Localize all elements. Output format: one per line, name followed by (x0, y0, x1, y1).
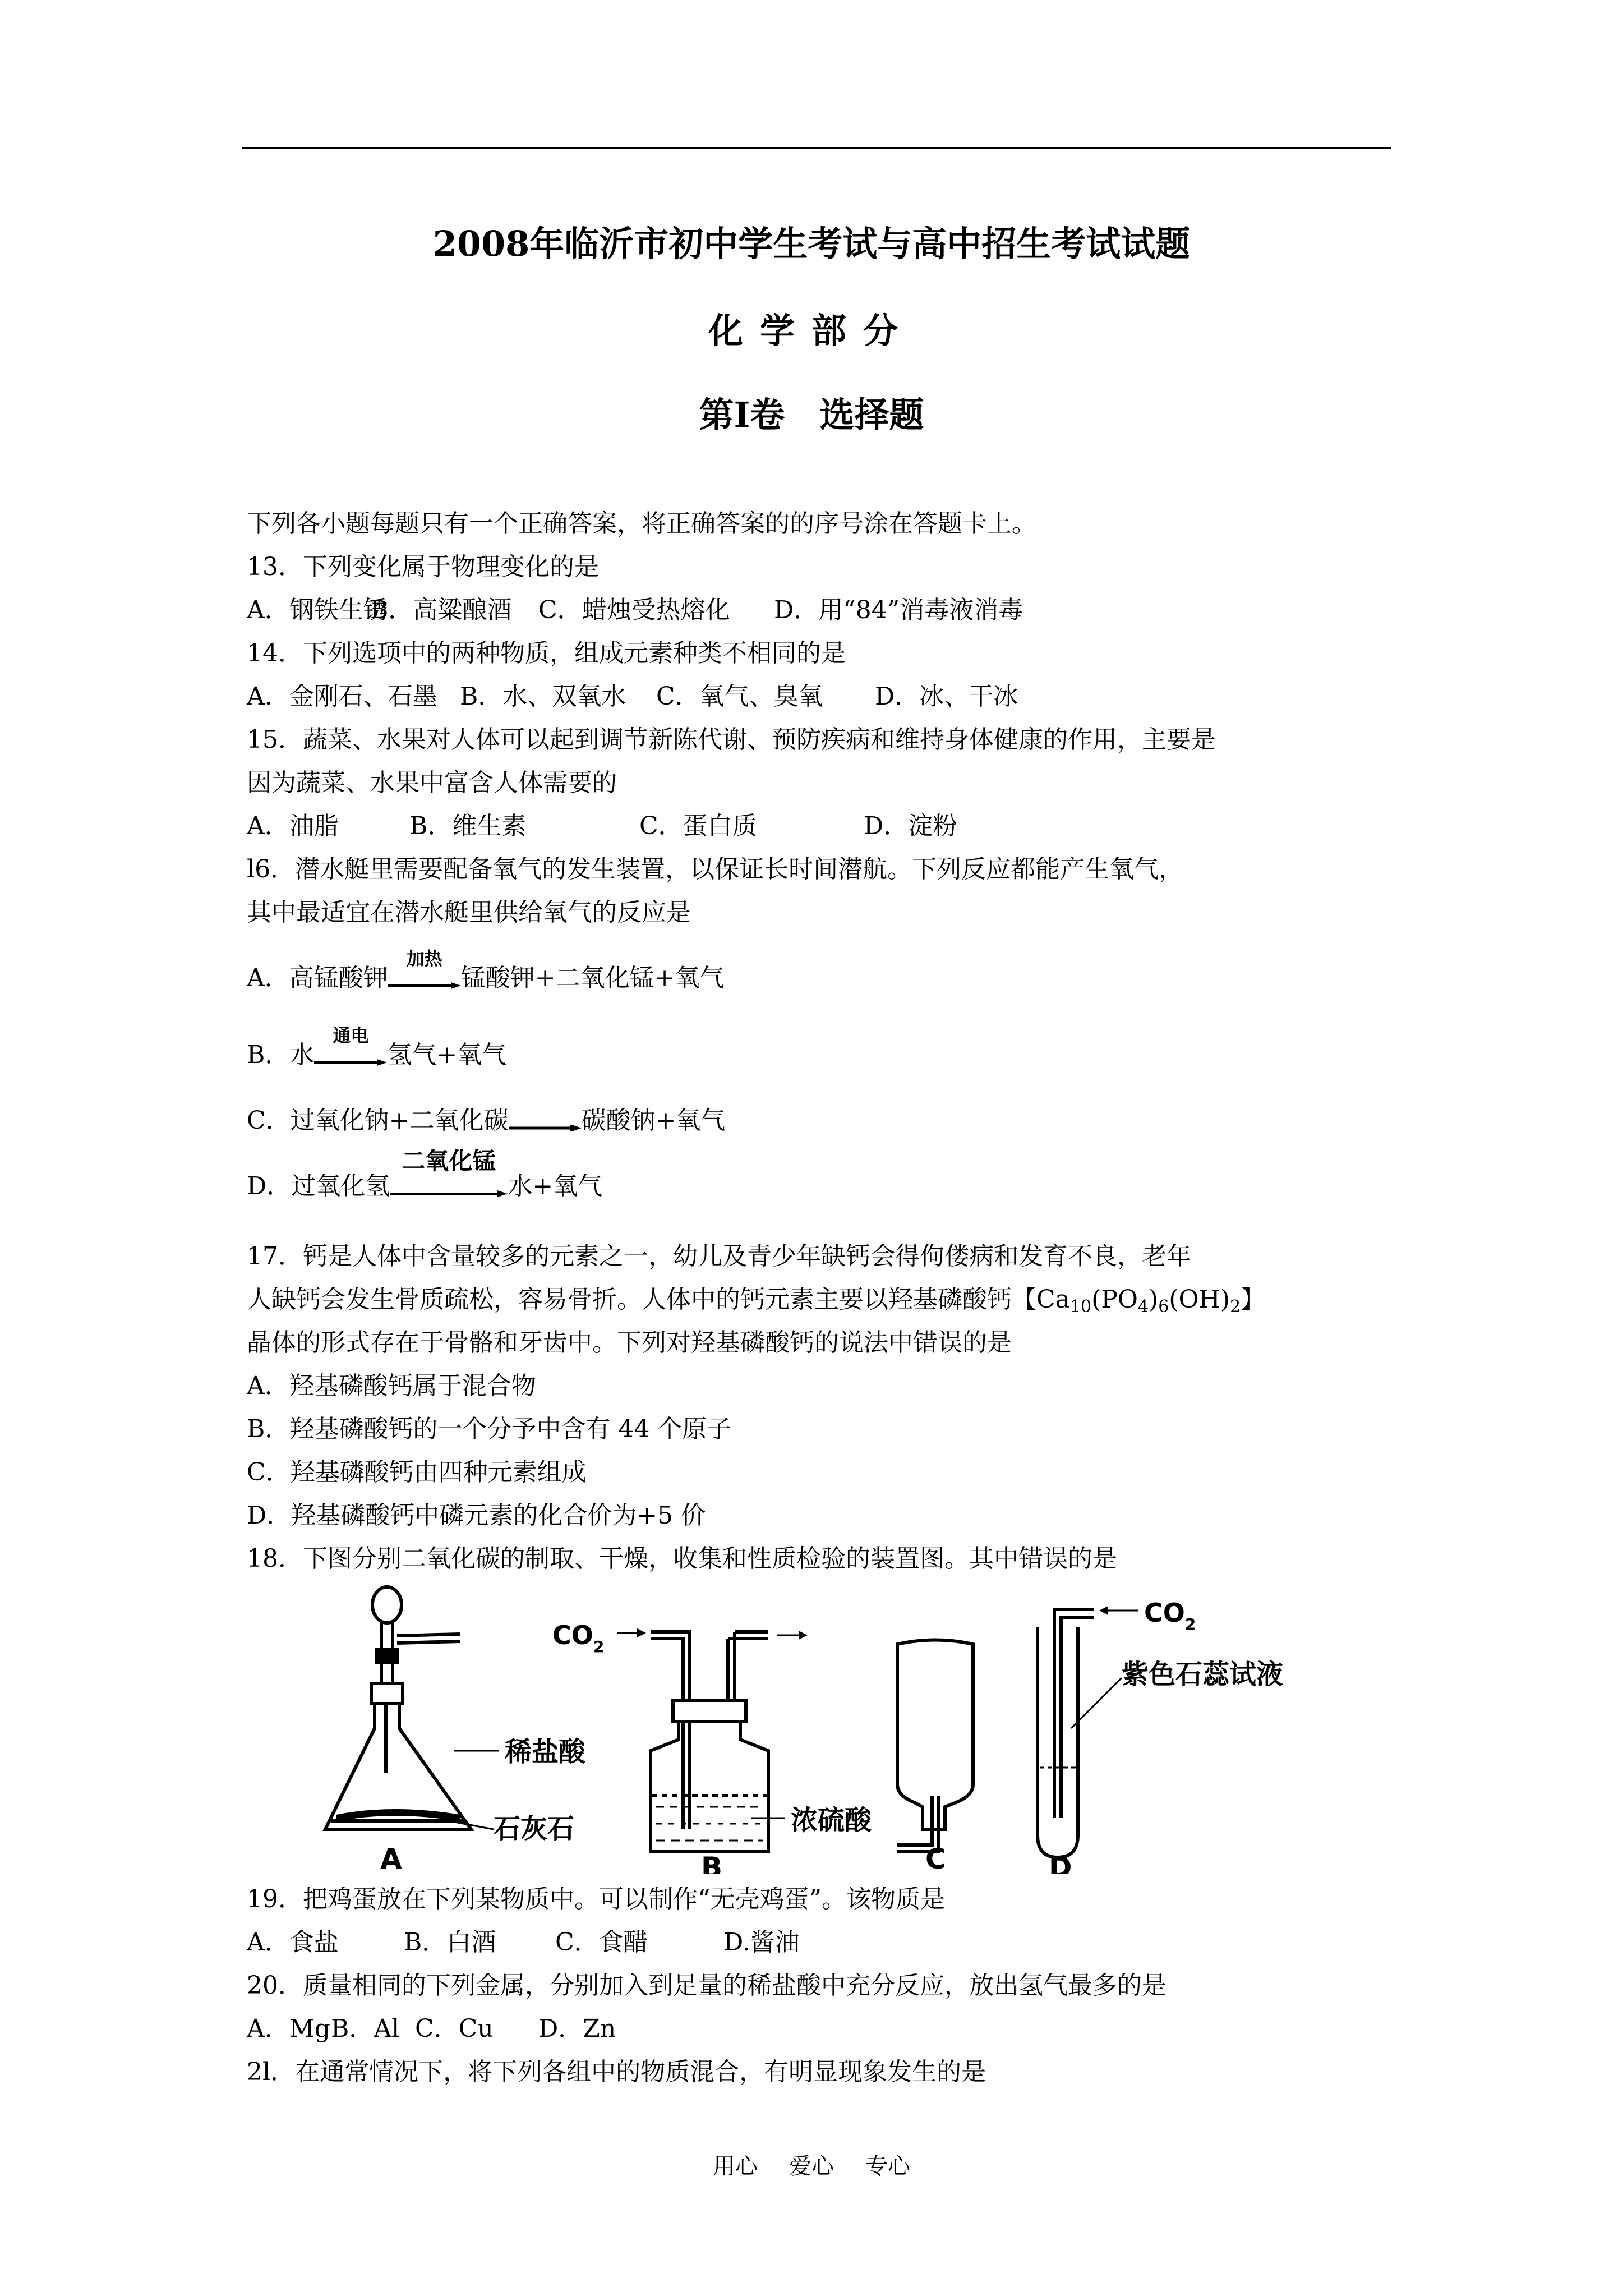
q16-c-reactants: C．过氧化钠+二氧化碳 (247, 1106, 509, 1135)
reaction-arrow-icon (314, 1059, 387, 1066)
q13-option-d: D．用“84”消毒液消毒 (774, 596, 1023, 624)
formula-subscript: 6 (1158, 1297, 1169, 1317)
q16-b-reactants: B．水 (247, 1041, 315, 1069)
q17-option-a: A．羟基磷酸钙属于混合物 (247, 1372, 536, 1400)
q15-option-c: C．蛋白质 (639, 812, 757, 840)
apparatus-d-test-tube-icon (1038, 1606, 1138, 1857)
q16-b-condition: 通电 (333, 1024, 369, 1046)
q19-option-d: D.酱油 (723, 1928, 800, 1957)
q14-option-c: C．氧气、臭氧 (656, 682, 823, 711)
formula-part: ) (1149, 1285, 1159, 1314)
q19-stem: 19．把鸡蛋放在下列某物质中。可以制作“无壳鸡蛋”。该物质是 (247, 1885, 945, 1913)
apparatus-b-wash-bottle-icon (617, 1628, 808, 1852)
q14-option-d: D．冰、干冰 (875, 682, 1018, 711)
formula-subscript: 2 (1230, 1297, 1241, 1317)
q14-option-a: A．金刚石、石墨 (247, 682, 437, 711)
q16-d-condition: 二氧化锰 (402, 1147, 496, 1175)
q17-stem-2-text: 人缺钙会发生骨质疏松，容易骨折。人体中的钙元素主要以羟基磷酸钙【Ca (247, 1285, 1070, 1314)
q14-options (247, 675, 1402, 718)
q16-option-c (247, 1088, 1402, 1153)
exam-subtitle: 化学部分 (708, 310, 915, 351)
formula-part: (OH) (1169, 1285, 1230, 1314)
q19-option-c: C．食醋 (555, 1928, 648, 1957)
q16-option-a (247, 945, 1402, 1011)
header-rule (242, 147, 1391, 149)
q16-a-reactants: A．高锰酸钾 (247, 964, 388, 992)
formula-subscript: 10 (1069, 1297, 1092, 1317)
q16-a-condition: 加热 (406, 947, 442, 969)
label-litmus: 紫色石蕊试液 (1122, 1659, 1284, 1690)
q16-b-arrow (314, 1024, 387, 1074)
q15-stem-2: 因为蔬菜、水果中富含人体需要的 (247, 769, 617, 797)
reaction-arrow-icon (390, 1190, 508, 1197)
label-co2-d: $CO_2$ (1144, 1598, 1196, 1634)
q17-stem-1: 17．钙是人体中含量较多的元素之一，幼儿及青少年缺钙会得佝偻病和发育不良，老年 (247, 1242, 1191, 1271)
q19-options (247, 1921, 1402, 1964)
label-c: C (925, 1843, 946, 1874)
footer-text: 用心 (713, 2154, 758, 2179)
q16-option-d (247, 1147, 1402, 1219)
q18-apparatus-figure (247, 1582, 1402, 1874)
q16-option-b (247, 1022, 1402, 1088)
q14-stem: 14．下列选项中的两种物质，组成元素种类不相同的是 (247, 639, 846, 668)
q20-option-a: A．Mg (247, 2014, 330, 2043)
q15-option-d: D．淀粉 (864, 812, 958, 840)
exam-title: 2008年临沂市初中学生考试与高中招生考试试题 (432, 223, 1191, 264)
q16-d-reactants: D．过氧化氢 (247, 1172, 390, 1200)
page-footer (0, 2148, 1623, 2180)
q15-option-a: A．油脂 (247, 812, 339, 840)
q16-c-arrow (509, 1106, 582, 1139)
q20-option-b: B．Al (331, 2014, 400, 2043)
q13-options (247, 588, 1402, 632)
label-b: B (701, 1851, 723, 1874)
footer-text: 专心 (865, 2154, 910, 2179)
footer-text: 爱心 (789, 2154, 834, 2179)
q15-options (247, 804, 1402, 848)
q16-a-products: 锰酸钾+二氧化锰+氧气 (460, 964, 725, 992)
reaction-arrow-icon (509, 1125, 582, 1131)
q17-option-d: D．羟基磷酸钙中磷元素的化合价为+5 价 (247, 1501, 706, 1530)
q16-c-products: 碳酸钠+氧气 (581, 1106, 726, 1135)
q16-b-products: 氢气+氧气 (387, 1041, 507, 1069)
label-conc-h2so4: 浓硫酸 (791, 1805, 872, 1836)
reaction-arrow-icon (388, 982, 461, 989)
q14-option-b: B．水、双氧水 (460, 682, 626, 711)
apparatus-diagram (247, 1582, 1402, 1874)
label-a: A (380, 1843, 402, 1874)
apparatus-c-gas-bottle-icon (897, 1640, 973, 1852)
q20-stem: 20．质量相同的下列金属，分别加入到足量的稀盐酸中充分反应，放出氢气最多的是 (247, 1971, 1166, 2000)
q19-option-a: A．食盐 (247, 1928, 339, 1957)
question-list (247, 502, 1402, 2093)
q17-option-c: C．羟基磷酸钙由四种元素组成 (247, 1458, 587, 1487)
q19-option-b: B．白酒 (404, 1928, 496, 1957)
apparatus-a-flask-icon (325, 1587, 499, 1829)
q17-stem-3: 晶体的形式存在于骨骼和牙齿中。下列对羟基磷酸钙的说法中错误的是 (247, 1328, 1012, 1357)
q17-stem-2 (247, 1278, 1402, 1321)
q15-option-b: B．维生素 (409, 812, 527, 840)
q16-stem-1: l6．潜水艇里需要配备氧气的发生装置，以保证长时间潜航。下列反应都能产生氧气， (247, 855, 1184, 884)
q21-stem: 2l．在通常情况下，将下列各组中的物质混合，有明显现象发生的是 (247, 2058, 986, 2086)
label-dilute-hcl: 稀盐酸 (505, 1736, 586, 1768)
formula-bracket: 】 (1241, 1285, 1266, 1314)
label-co2-b: $CO_2$ (552, 1620, 605, 1656)
label-d: D (1049, 1851, 1072, 1874)
q16-d-arrow (390, 1147, 508, 1205)
q20-option-d: D．Zn (538, 2014, 616, 2043)
q17-option-b: B．羟基磷酸钙的一个分予中含有 44 个原子 (247, 1415, 732, 1443)
q13-option-a: A．钢铁生锈 (247, 596, 388, 624)
formula-part: (PO (1091, 1285, 1138, 1314)
label-limestone: 石灰石 (494, 1813, 575, 1844)
q20-option-c: C．Cu (415, 2014, 494, 2043)
q20-options (247, 2007, 1402, 2050)
q16-a-arrow (388, 947, 461, 997)
q13-option-c: C．蜡烛受热熔化 (538, 596, 730, 624)
q15-stem-1: 15．蔬菜、水果对人体可以起到调节新陈代谢、预防疾病和维持身体健康的作用，主要是 (247, 725, 1216, 754)
instructions: 下列各小题每题只有一个正确答案，将正确答案的的序号涂在答题卡上。 (247, 509, 1036, 538)
q13-stem: 13．下列变化属于物理变化的是 (247, 553, 599, 581)
section-title: 第Ⅰ卷 选择题 (699, 394, 924, 435)
q18-stem: 18．下图分别二氧化碳的制取、干燥，收集和性质检验的装置图。其中错误的是 (247, 1544, 1117, 1573)
q13-option-b: B．高粱酿酒 (370, 596, 512, 624)
q16-stem-2: 其中最适宜在潜水艇里供给氧气的反应是 (247, 898, 691, 927)
formula-subscript: 4 (1137, 1297, 1149, 1317)
q16-d-products: 水+氧气 (508, 1172, 603, 1200)
